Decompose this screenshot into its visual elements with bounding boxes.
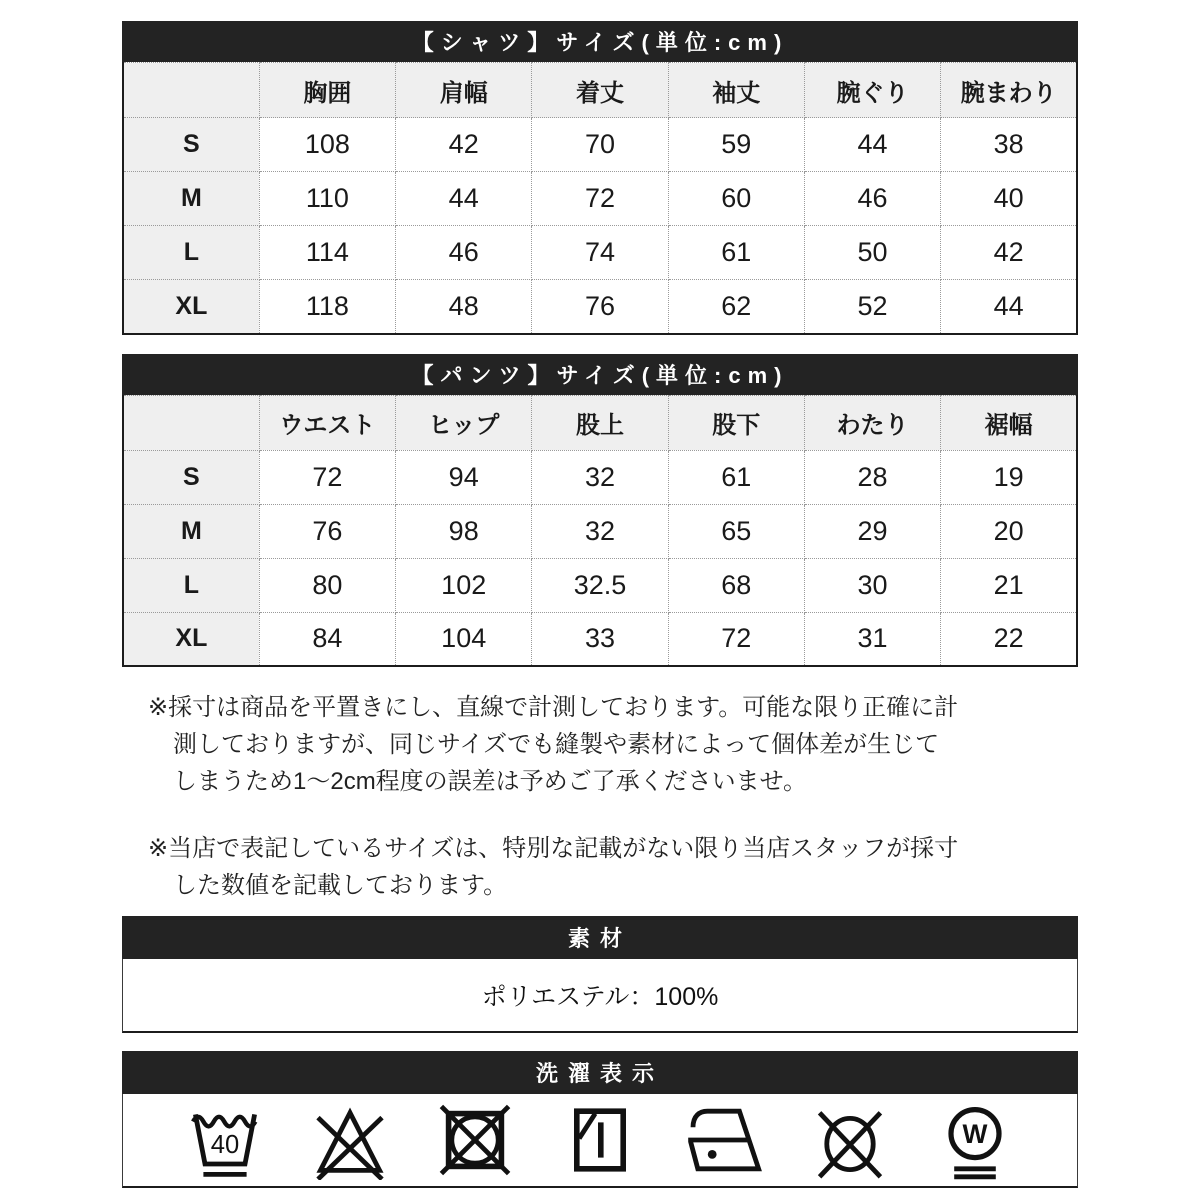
measurement-cell: 44: [941, 280, 1077, 334]
laundry-symbols-box: [122, 1094, 1078, 1188]
measurement-cell: 118: [259, 280, 395, 334]
measurement-cell: 50: [804, 226, 940, 280]
measurement-cell: 70: [532, 118, 668, 172]
measurement-cell: 38: [941, 118, 1077, 172]
measurement-cell: 72: [532, 172, 668, 226]
column-header: 股下: [668, 395, 804, 450]
table-header-row: [123, 395, 1077, 450]
measurement-cell: 33: [532, 612, 668, 666]
iron-low-heat-icon: [681, 1100, 769, 1180]
column-header: ウエスト: [259, 395, 395, 450]
column-header: 股上: [532, 395, 668, 450]
table-row: [123, 226, 1077, 280]
measurement-cell: 48: [396, 280, 532, 334]
measurement-cell: 68: [668, 558, 804, 612]
table-row: [123, 450, 1077, 504]
pants-section-title-bar: [122, 354, 1078, 395]
size-label: M: [123, 172, 259, 226]
table-row: [123, 280, 1077, 334]
shirt-section-title-bar: [122, 21, 1078, 62]
measurement-cell: 44: [396, 172, 532, 226]
svg-text:40: 40: [210, 1130, 240, 1159]
column-header: 胸囲: [259, 63, 395, 118]
measurement-cell: 32.5: [532, 558, 668, 612]
measurement-notes: [122, 689, 962, 904]
measurement-cell: 65: [668, 504, 804, 558]
size-label: XL: [123, 280, 259, 334]
laundry-section: [122, 1051, 1078, 1188]
shirt-size-table: [122, 62, 1078, 335]
measurement-cell: 19: [941, 450, 1077, 504]
measurement-cell: 80: [259, 558, 395, 612]
measurement-cell: 44: [804, 118, 940, 172]
measurement-cell: 28: [804, 450, 940, 504]
column-header: 袖丈: [668, 63, 804, 118]
measurement-cell: 20: [941, 504, 1077, 558]
measurement-cell: 104: [396, 612, 532, 666]
note-staff-measured: ※当店で表記しているサイズは、特別な記載がない限り当店スタッフが採寸した数値を記載しております。: [148, 835, 959, 899]
measurement-cell: 32: [532, 504, 668, 558]
measurement-cell: 61: [668, 450, 804, 504]
column-header: 腕ぐり: [804, 63, 940, 118]
pants-size-table: [122, 395, 1078, 668]
material-value-box: [122, 959, 1078, 1033]
measurement-cell: 84: [259, 612, 395, 666]
shirt-section-title: 【シャツ】サイズ(単位:cm): [411, 30, 789, 55]
material-value: ポリエステル：100%: [481, 983, 719, 1011]
laundry-title-bar: [122, 1051, 1078, 1094]
measurement-cell: 102: [396, 558, 532, 612]
measurement-cell: 72: [668, 612, 804, 666]
column-header: ヒップ: [396, 395, 532, 450]
measurement-cell: 108: [259, 118, 395, 172]
table-row: [123, 504, 1077, 558]
size-label: XL: [123, 612, 259, 666]
measurement-cell: 60: [668, 172, 804, 226]
measurement-cell: 21: [941, 558, 1077, 612]
laundry-title: 洗濯表示: [535, 1061, 664, 1086]
wet-cleaning-very-gentle-icon: [931, 1100, 1019, 1180]
table-header-row: [123, 63, 1077, 118]
measurement-cell: 29: [804, 504, 940, 558]
measurement-cell: 31: [804, 612, 940, 666]
size-label: L: [123, 226, 259, 280]
material-section: [122, 916, 1078, 1033]
measurement-cell: 22: [941, 612, 1077, 666]
column-header: 着丈: [532, 63, 668, 118]
pants-section-title: 【パンツ】サイズ(単位:cm): [411, 362, 789, 388]
line-dry-in-shade-icon: [556, 1100, 644, 1180]
measurement-cell: 72: [259, 450, 395, 504]
measurement-cell: 52: [804, 280, 940, 334]
measurement-cell: 42: [396, 118, 532, 172]
measurement-cell: 30: [804, 558, 940, 612]
material-title: 素材: [567, 926, 632, 951]
wash-40-gentle-icon: [181, 1100, 269, 1180]
measurement-cell: 59: [668, 118, 804, 172]
measurement-cell: 98: [396, 504, 532, 558]
measurement-cell: 42: [941, 226, 1077, 280]
measurement-cell: 61: [668, 226, 804, 280]
column-header: 肩幅: [396, 63, 532, 118]
svg-text:W: W: [962, 1119, 988, 1150]
size-label: L: [123, 558, 259, 612]
size-label: S: [123, 450, 259, 504]
size-label: M: [123, 504, 259, 558]
size-chart-page: [122, 0, 1078, 1188]
column-header: 腕まわり: [941, 63, 1077, 118]
table-row: [123, 558, 1077, 612]
column-header: 裾幅: [941, 395, 1077, 450]
measurement-cell: 46: [396, 226, 532, 280]
measurement-cell: 62: [668, 280, 804, 334]
note-measurement-accuracy: ※採寸は商品を平置きにし、直線で計測しております。可能な限り正確に計測しておりますが、同じサイズでも縫製や素材によって個体差が生じてしまうため1〜2cm程度の誤差は予めご了承くださいませ。: [148, 694, 959, 795]
measurement-cell: 114: [259, 226, 395, 280]
measurement-cell: 76: [532, 280, 668, 334]
do-not-dry-clean-icon: [806, 1100, 894, 1180]
do-not-bleach-icon: [306, 1100, 394, 1180]
measurement-cell: 32: [532, 450, 668, 504]
corner-cell: [123, 63, 259, 118]
corner-cell: [123, 395, 259, 450]
measurement-cell: 76: [259, 504, 395, 558]
size-label: S: [123, 118, 259, 172]
measurement-cell: 94: [396, 450, 532, 504]
column-header: わたり: [804, 395, 940, 450]
table-row: [123, 118, 1077, 172]
measurement-cell: 110: [259, 172, 395, 226]
measurement-cell: 74: [532, 226, 668, 280]
measurement-cell: 40: [941, 172, 1077, 226]
measurement-cell: 46: [804, 172, 940, 226]
table-row: [123, 612, 1077, 666]
material-title-bar: [122, 916, 1078, 959]
do-not-tumble-dry-icon: [431, 1100, 519, 1180]
table-row: [123, 172, 1077, 226]
